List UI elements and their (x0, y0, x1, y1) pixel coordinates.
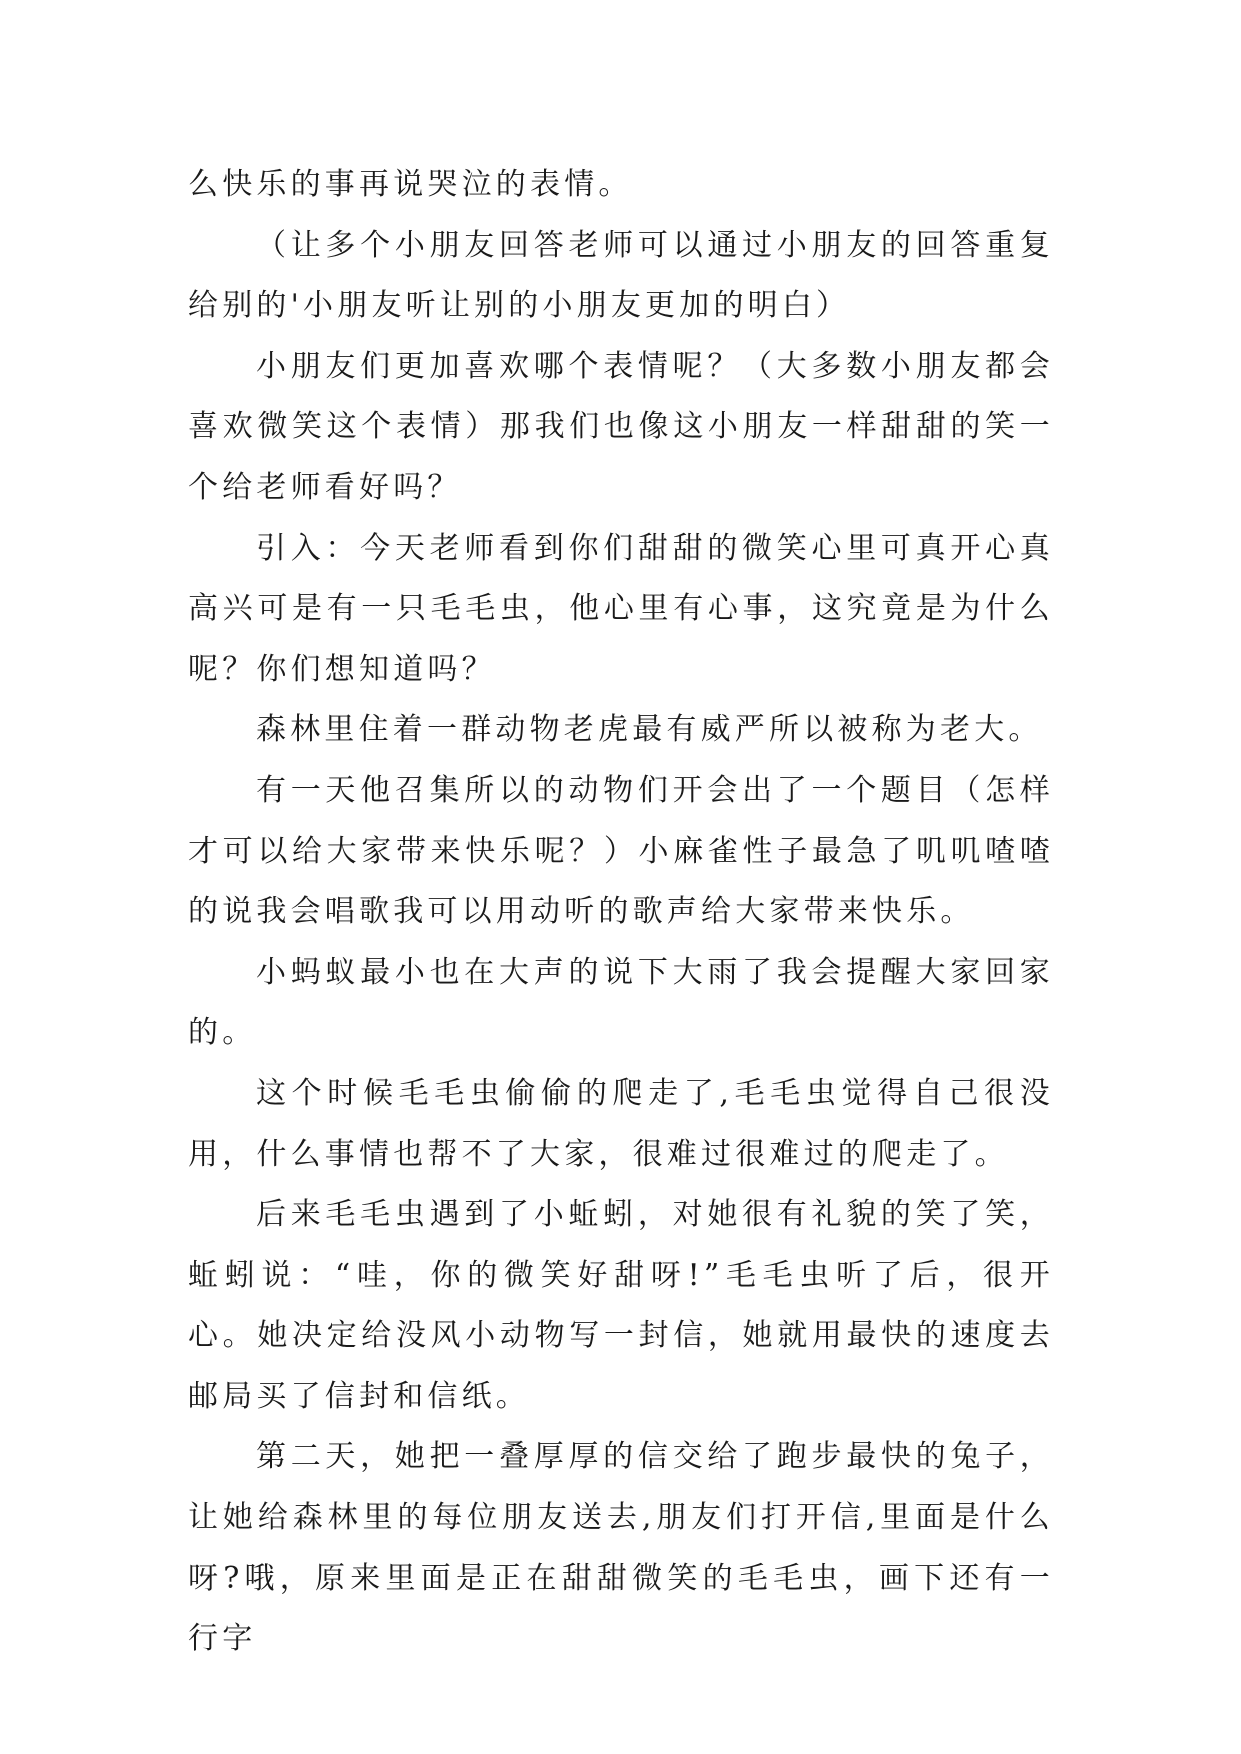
paragraph: 第二天，她把一叠厚厚的信交给了跑步最快的兔子，让她给森林里的每位朋友送去,朋友们打开信,里面是什么呀?哦，原来里面是正在甜甜微笑的毛毛虫，画下还有一行字 (188, 1439, 1054, 1657)
paragraph: （让多个小朋友回答老师可以通过小朋友的回答重复给别的'小朋友听让别的小朋友更加的明白） (188, 227, 1054, 324)
paragraph: 这个时候毛毛虫偷偷的爬走了,毛毛虫觉得自己很没用，什么事情也帮不了大家，很难过很难过的爬走了。 (188, 1075, 1054, 1172)
paragraph: 后来毛毛虫遇到了小蚯蚓，对她很有礼貌的笑了笑，蚯蚓说：“哇，你的微笑好甜呀!”毛毛虫听了后，很开心。她决定给没风小动物写一封信，她就用最快的速度去邮局买了信封和信纸。 (188, 1197, 1054, 1414)
body-text (188, 155, 1054, 1670)
paragraph: 引入：今天老师看到你们甜甜的微笑心里可真开心真高兴可是有一只毛毛虫，他心里有心事，这究竟是为什么呢？你们想知道吗？ (188, 530, 1054, 687)
paragraph: 有一天他召集所以的动物们开会出了一个题目（怎样才可以给大家带来快乐呢？）小麻雀性子最急了叽叽喳喳的说我会唱歌我可以用动听的歌声给大家带来快乐。 (188, 772, 1054, 930)
paragraph: 森林里住着一群动物老虎最有威严所以被称为老大。 (256, 712, 1043, 748)
paragraph: 小朋友们更加喜欢哪个表情呢？（大多数小朋友都会喜欢微笑这个表情）那我们也像这小朋友一样甜甜的笑一个给老师看好吗？ (188, 348, 1054, 505)
paragraph: 么快乐的事再说哭泣的表情。 (188, 167, 633, 202)
paragraph: 小蚂蚁最小也在大声的说下大雨了我会提醒大家回家的。 (188, 954, 1054, 1051)
